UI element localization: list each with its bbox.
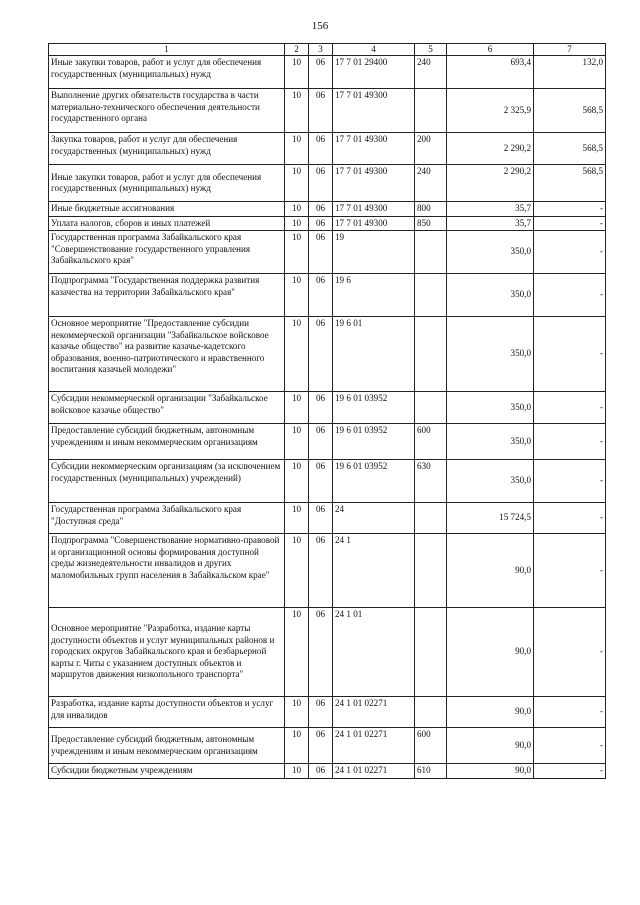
row-amount-1: 90,0 [447, 697, 534, 728]
row-name: Закупка товаров, работ и услуг для обеспечения государственных (муниципальных) нужд [49, 133, 285, 165]
row-expense-type [415, 89, 447, 133]
row-subsection: 06 [309, 534, 333, 608]
row-section: 10 [285, 697, 309, 728]
row-expense-type [415, 503, 447, 534]
row-expense-type: 240 [415, 165, 447, 202]
row-amount-2: - [534, 202, 606, 217]
row-amount-1: 350,0 [447, 424, 534, 460]
table-row [49, 392, 606, 424]
row-amount-2: 568,5 [534, 133, 606, 165]
table-row [49, 231, 606, 274]
row-amount-2: 568,5 [534, 165, 606, 202]
row-amount-1: 90,0 [447, 608, 534, 697]
row-subsection: 06 [309, 89, 333, 133]
row-section: 10 [285, 392, 309, 424]
row-target-code: 19 6 01 03952 [333, 392, 415, 424]
row-name: Выполнение других обязательств государства в части материально-технического обеспечения деятельности государственного органа [49, 89, 285, 133]
row-amount-2: - [534, 764, 606, 779]
row-name: Субсидии бюджетным учреждениям [49, 764, 285, 779]
table-row [49, 274, 606, 317]
row-amount-1: 350,0 [447, 317, 534, 392]
row-expense-type: 240 [415, 56, 447, 89]
row-subsection: 06 [309, 202, 333, 217]
table-row [49, 608, 606, 697]
row-expense-type [415, 608, 447, 697]
row-subsection: 06 [309, 231, 333, 274]
row-amount-2: - [534, 392, 606, 424]
row-section: 10 [285, 133, 309, 165]
row-amount-2: - [534, 503, 606, 534]
row-section: 10 [285, 728, 309, 764]
row-name: Субсидии некоммерческой организации "Забайкальское войсковое казачье общество" [49, 392, 285, 424]
table-row [49, 317, 606, 392]
row-name: Иные бюджетные ассигнования [49, 202, 285, 217]
row-section: 10 [285, 165, 309, 202]
row-expense-type: 630 [415, 460, 447, 503]
table-row [49, 216, 606, 231]
table-row [49, 165, 606, 202]
row-section: 10 [285, 202, 309, 217]
row-amount-2: 568,5 [534, 89, 606, 133]
row-amount-2: - [534, 460, 606, 503]
row-target-code: 17 7 01 49300 [333, 165, 415, 202]
row-section: 10 [285, 231, 309, 274]
row-amount-1: 35,7 [447, 202, 534, 217]
row-subsection: 06 [309, 697, 333, 728]
row-name: Субсидии некоммерческим организациям (за исключением государственных (муниципальных) учреждений) [49, 460, 285, 503]
row-subsection: 06 [309, 424, 333, 460]
table-row [49, 89, 606, 133]
row-name: Основное мероприятие "Предоставление субсидии некоммерческой организации "Забайкальское войсковое казачье общество" на развитие казачье-кадетского образования, военно-патриотического и нравственного воспитания казачьей молодежи" [49, 317, 285, 392]
row-amount-2: - [534, 231, 606, 274]
row-section: 10 [285, 503, 309, 534]
row-section: 10 [285, 56, 309, 89]
column-header: 4 [333, 44, 415, 56]
table-row [49, 56, 606, 89]
table-row [49, 764, 606, 779]
row-target-code: 19 6 [333, 274, 415, 317]
row-name: Иные закупки товаров, работ и услуг для обеспечения государственных (муниципальных) нужд [49, 165, 285, 202]
row-amount-1: 2 290,2 [447, 133, 534, 165]
table-row [49, 697, 606, 728]
row-subsection: 06 [309, 274, 333, 317]
row-subsection: 06 [309, 133, 333, 165]
table-row [49, 424, 606, 460]
row-expense-type: 850 [415, 216, 447, 231]
table-row [49, 460, 606, 503]
header-row [49, 44, 606, 56]
row-expense-type [415, 231, 447, 274]
row-subsection: 06 [309, 460, 333, 503]
row-amount-2: - [534, 424, 606, 460]
row-section: 10 [285, 89, 309, 133]
row-expense-type: 610 [415, 764, 447, 779]
row-subsection: 06 [309, 165, 333, 202]
row-target-code: 17 7 01 49300 [333, 133, 415, 165]
row-target-code: 19 6 01 03952 [333, 460, 415, 503]
table-row [49, 728, 606, 764]
row-target-code: 24 [333, 503, 415, 534]
row-amount-1: 350,0 [447, 231, 534, 274]
row-amount-1: 2 290,2 [447, 165, 534, 202]
row-subsection: 06 [309, 503, 333, 534]
row-subsection: 06 [309, 56, 333, 89]
row-section: 10 [285, 608, 309, 697]
row-subsection: 06 [309, 392, 333, 424]
budget-table [48, 43, 606, 779]
row-expense-type: 800 [415, 202, 447, 217]
row-target-code: 17 7 01 29400 [333, 56, 415, 89]
row-expense-type [415, 317, 447, 392]
row-target-code: 24 1 01 02271 [333, 697, 415, 728]
column-header: 5 [415, 44, 447, 56]
table-row [49, 202, 606, 217]
row-subsection: 06 [309, 764, 333, 779]
row-target-code: 17 7 01 49300 [333, 89, 415, 133]
row-target-code: 24 1 01 [333, 608, 415, 697]
row-subsection: 06 [309, 216, 333, 231]
row-amount-2: - [534, 274, 606, 317]
row-amount-1: 350,0 [447, 392, 534, 424]
row-amount-1: 15 724,5 [447, 503, 534, 534]
row-name: Государственная программа Забайкальского края "Совершенствование государственного управления Забайкальского края" [49, 231, 285, 274]
row-name: Подпрограмма "Государственная поддержка развития казачества на территории Забайкальского края" [49, 274, 285, 317]
page-number: 156 [311, 20, 329, 32]
row-name: Основное мероприятие "Разработка, издание карты доступности объектов и услуг муниципальных районов и городских округов Забайкальского края и безбарьерной карты г. Читы с указанием доступных объектов и маршрутов движения низкопольного транспорта" [49, 608, 285, 697]
row-expense-type: 600 [415, 728, 447, 764]
row-section: 10 [285, 534, 309, 608]
row-amount-1: 693,4 [447, 56, 534, 89]
row-subsection: 06 [309, 317, 333, 392]
row-section: 10 [285, 317, 309, 392]
row-amount-2: 132,0 [534, 56, 606, 89]
row-target-code: 17 7 01 49300 [333, 202, 415, 217]
table-row [49, 503, 606, 534]
row-section: 10 [285, 274, 309, 317]
row-section: 10 [285, 216, 309, 231]
row-section: 10 [285, 764, 309, 779]
row-target-code: 24 1 01 02271 [333, 764, 415, 779]
row-amount-2: - [534, 697, 606, 728]
column-header: 2 [285, 44, 309, 56]
row-target-code: 19 6 01 [333, 317, 415, 392]
row-subsection: 06 [309, 608, 333, 697]
row-name: Предоставление субсидий бюджетным, автономным учреждениям и иным некоммерческим организациям [49, 424, 285, 460]
row-amount-1: 90,0 [447, 764, 534, 779]
row-target-code: 17 7 01 49300 [333, 216, 415, 231]
row-expense-type [415, 697, 447, 728]
column-header: 6 [447, 44, 534, 56]
row-amount-1: 2 325,9 [447, 89, 534, 133]
row-section: 10 [285, 460, 309, 503]
row-amount-1: 90,0 [447, 728, 534, 764]
row-subsection: 06 [309, 728, 333, 764]
row-target-code: 24 1 [333, 534, 415, 608]
row-amount-1: 90,0 [447, 534, 534, 608]
row-amount-2: - [534, 534, 606, 608]
column-header: 1 [49, 44, 285, 56]
table-row [49, 534, 606, 608]
row-section: 10 [285, 424, 309, 460]
column-header: 3 [309, 44, 333, 56]
row-amount-1: 35,7 [447, 216, 534, 231]
row-expense-type [415, 274, 447, 317]
table-row [49, 133, 606, 165]
row-amount-2: - [534, 317, 606, 392]
row-name: Уплата налогов, сборов и иных платежей [49, 216, 285, 231]
row-amount-2: - [534, 216, 606, 231]
row-target-code: 19 [333, 231, 415, 274]
row-expense-type [415, 534, 447, 608]
row-expense-type [415, 392, 447, 424]
row-name: Разработка, издание карты доступности объектов и услуг для инвалидов [49, 697, 285, 728]
row-expense-type: 600 [415, 424, 447, 460]
row-name: Подпрограмма "Совершенствование нормативно-правовой и организационной основы формирования доступной среды жизнедеятельности инвалидов и других маломобильных групп населения в Забайкальском крае" [49, 534, 285, 608]
row-name: Предоставление субсидий бюджетным, автономным учреждениям и иным некоммерческим организациям [49, 728, 285, 764]
row-target-code: 24 1 01 02271 [333, 728, 415, 764]
column-header: 7 [534, 44, 606, 56]
row-name: Иные закупки товаров, работ и услуг для обеспечения государственных (муниципальных) нужд [49, 56, 285, 89]
row-amount-1: 350,0 [447, 274, 534, 317]
row-amount-2: - [534, 728, 606, 764]
row-amount-2: - [534, 608, 606, 697]
row-name: Государственная программа Забайкальского края "Доступная среда" [49, 503, 285, 534]
row-target-code: 19 6 01 03952 [333, 424, 415, 460]
row-amount-1: 350,0 [447, 460, 534, 503]
row-expense-type: 200 [415, 133, 447, 165]
